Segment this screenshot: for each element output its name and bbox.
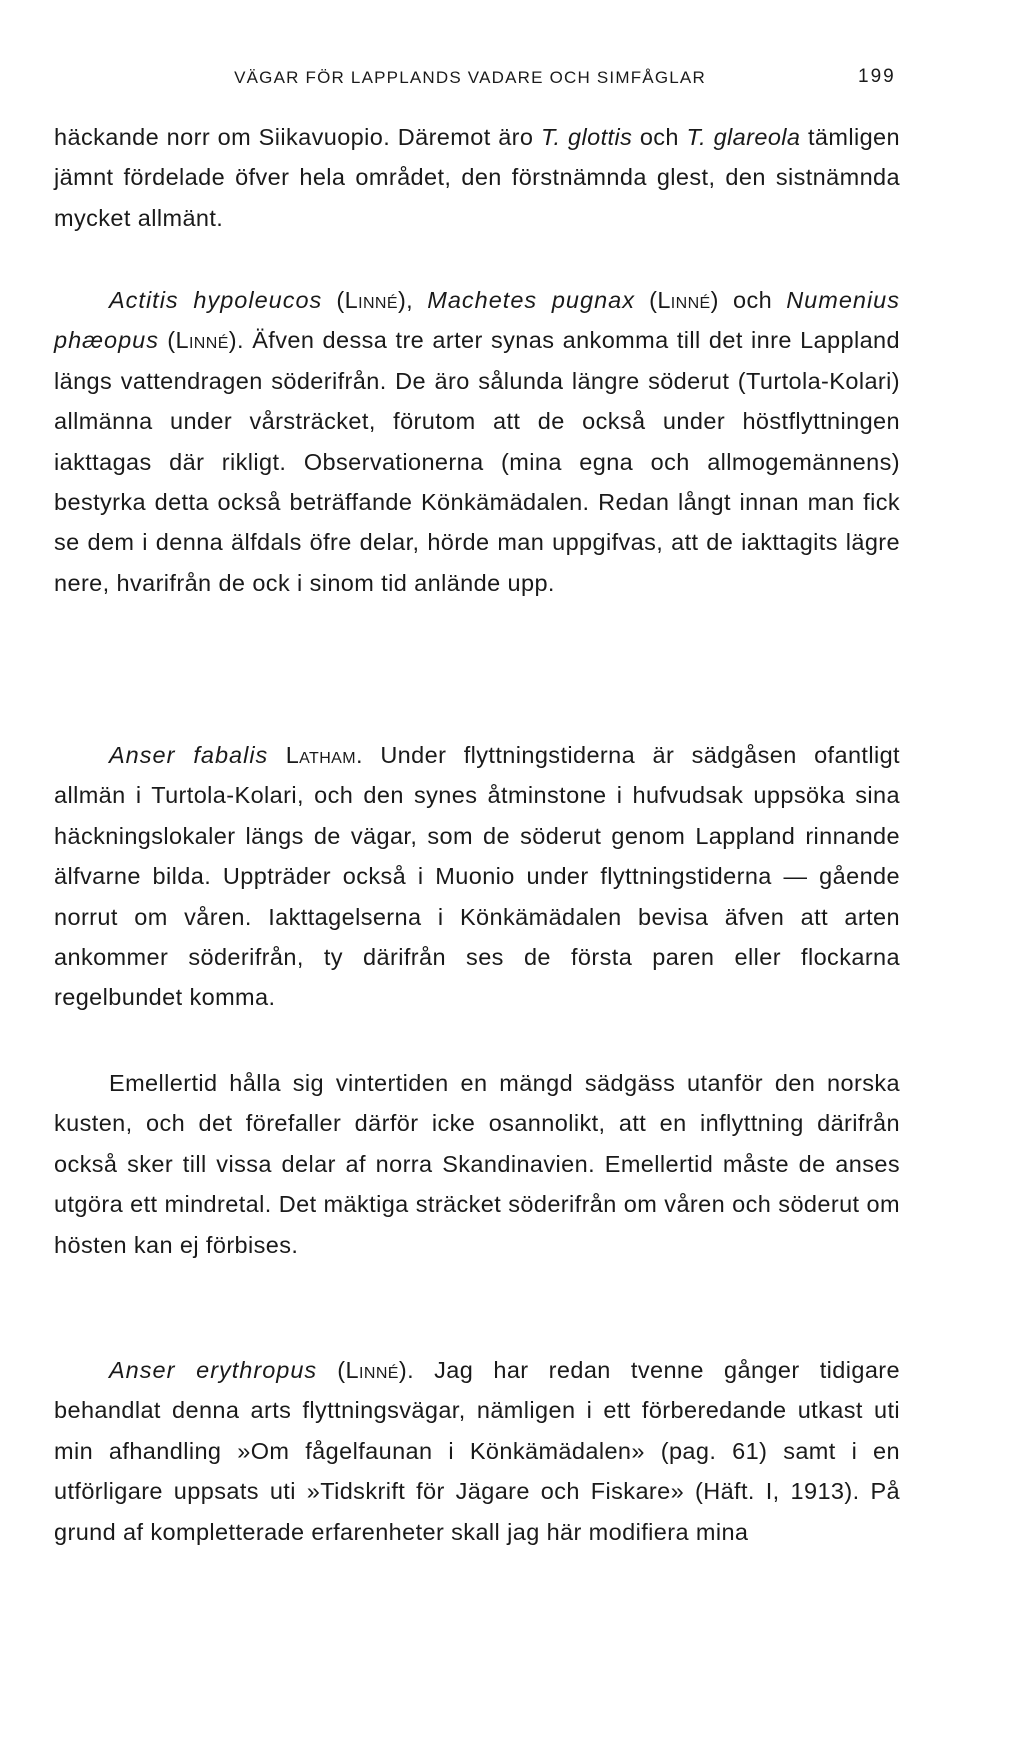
species-name: T. glareola [686,124,801,150]
author-name: Linné [657,287,711,313]
species-name: T. glottis [540,124,633,150]
paragraph-tringa-continuation [54,117,900,238]
paragraph-actitis-machetes-numenius [54,280,900,603]
paragraph-winter-geese [54,1063,900,1265]
paragraph-anser-erythropus [54,1350,900,1552]
species-name: Actitis hypoleucos [109,287,323,313]
text-run: ). Jag har redan tvenne gånger tidigare behandlat denna arts flyttningsvägar, nämligen i ett förberedande utkast uti min afhandling »Om fågelfaunan i Könkämädalen» (pag. 61) samt i en utförligare uppsats uti »Tidskrift för Jägare och Fiskare» (Häft. I, 1913). På grund af kompletterade erfarenheter skall jag här modifiera mina [54,1357,901,1545]
species-name: Anser fabalis [109,742,269,768]
text-run: ) och [710,287,787,313]
text-run: . Under flyttningstiderna är sädgåsen ofantligt allmän i Turtola-Kolari, och den synes åtminstone i hufvudsak uppsöka sina häckningslokaler längs de vägar, som de söderut genom Lappland rinnande älfvarne bilda. Uppträder också i Muonio under flyttningstiderna — gående norrut om våren. Iakttagelserna i Könkämädalen bevisa äfven att arten ankommer söderifrån, ty därifrån ses de första paren eller flockarna regelbundet komma. [54,742,900,1011]
species-name: Numenius phæopus [54,287,900,354]
text-run [268,742,285,768]
author-name: Linné [344,287,398,313]
text-run: ( [634,287,658,313]
text-run: ( [317,1357,346,1383]
text-run: tämligen jämnt fördelade öfver hela området, den förstnämnda glest, den sistnämnda mycket allmänt. [54,124,900,231]
species-name: Machetes pugnax [427,287,635,313]
running-header: VÄGAR FÖR LAPPLANDS VADARE OCH SIMFÅGLAR [234,68,706,87]
text-run: ( [322,287,345,313]
text-run: och [632,124,687,150]
species-name: Anser erythropus [109,1357,318,1383]
author-name: Linné [345,1357,399,1383]
text-run: ), [397,287,428,313]
text-run: ). Äfven dessa tre arter synas ankomma till det inre Lappland längs vattendragen söderifrån. De äro sålunda längre söderut (Turtola-Kolari) allmänna under vårsträcket, förutom att de också under höstflyttningen iakttagas där rikligt. Observationerna (mina egna och allmogemännens) bestyrka detta också beträffande Könkämädalen. Redan långt innan man fick se dem i denna älfdals öfre delar, hörde man uppgifvas, att de iakttagits lägre nere, hvarifrån de ock i sinom tid anlände upp. [54,327,900,596]
text-run: häckande norr om Siikavuopio. Däremot äro [54,124,541,150]
page-number: 199 [858,66,896,87]
text-run: ( [159,327,176,354]
author-name: Linné [175,327,229,354]
author-name: Latham [285,742,356,768]
text-run: Emellertid hålla sig vintertiden en mängd sädgäss utanför den norska kusten, och det förefaller därför icke osannolikt, att en inflyttning därifrån också sker till vissa delar af norra Skandinavien. Emellertid måste de anses utgöra ett mindretal. Det mäktiga sträcket söderifrån om våren och söderut om hösten kan ej förbises. [54,1070,900,1258]
paragraph-anser-fabalis [54,735,900,1018]
